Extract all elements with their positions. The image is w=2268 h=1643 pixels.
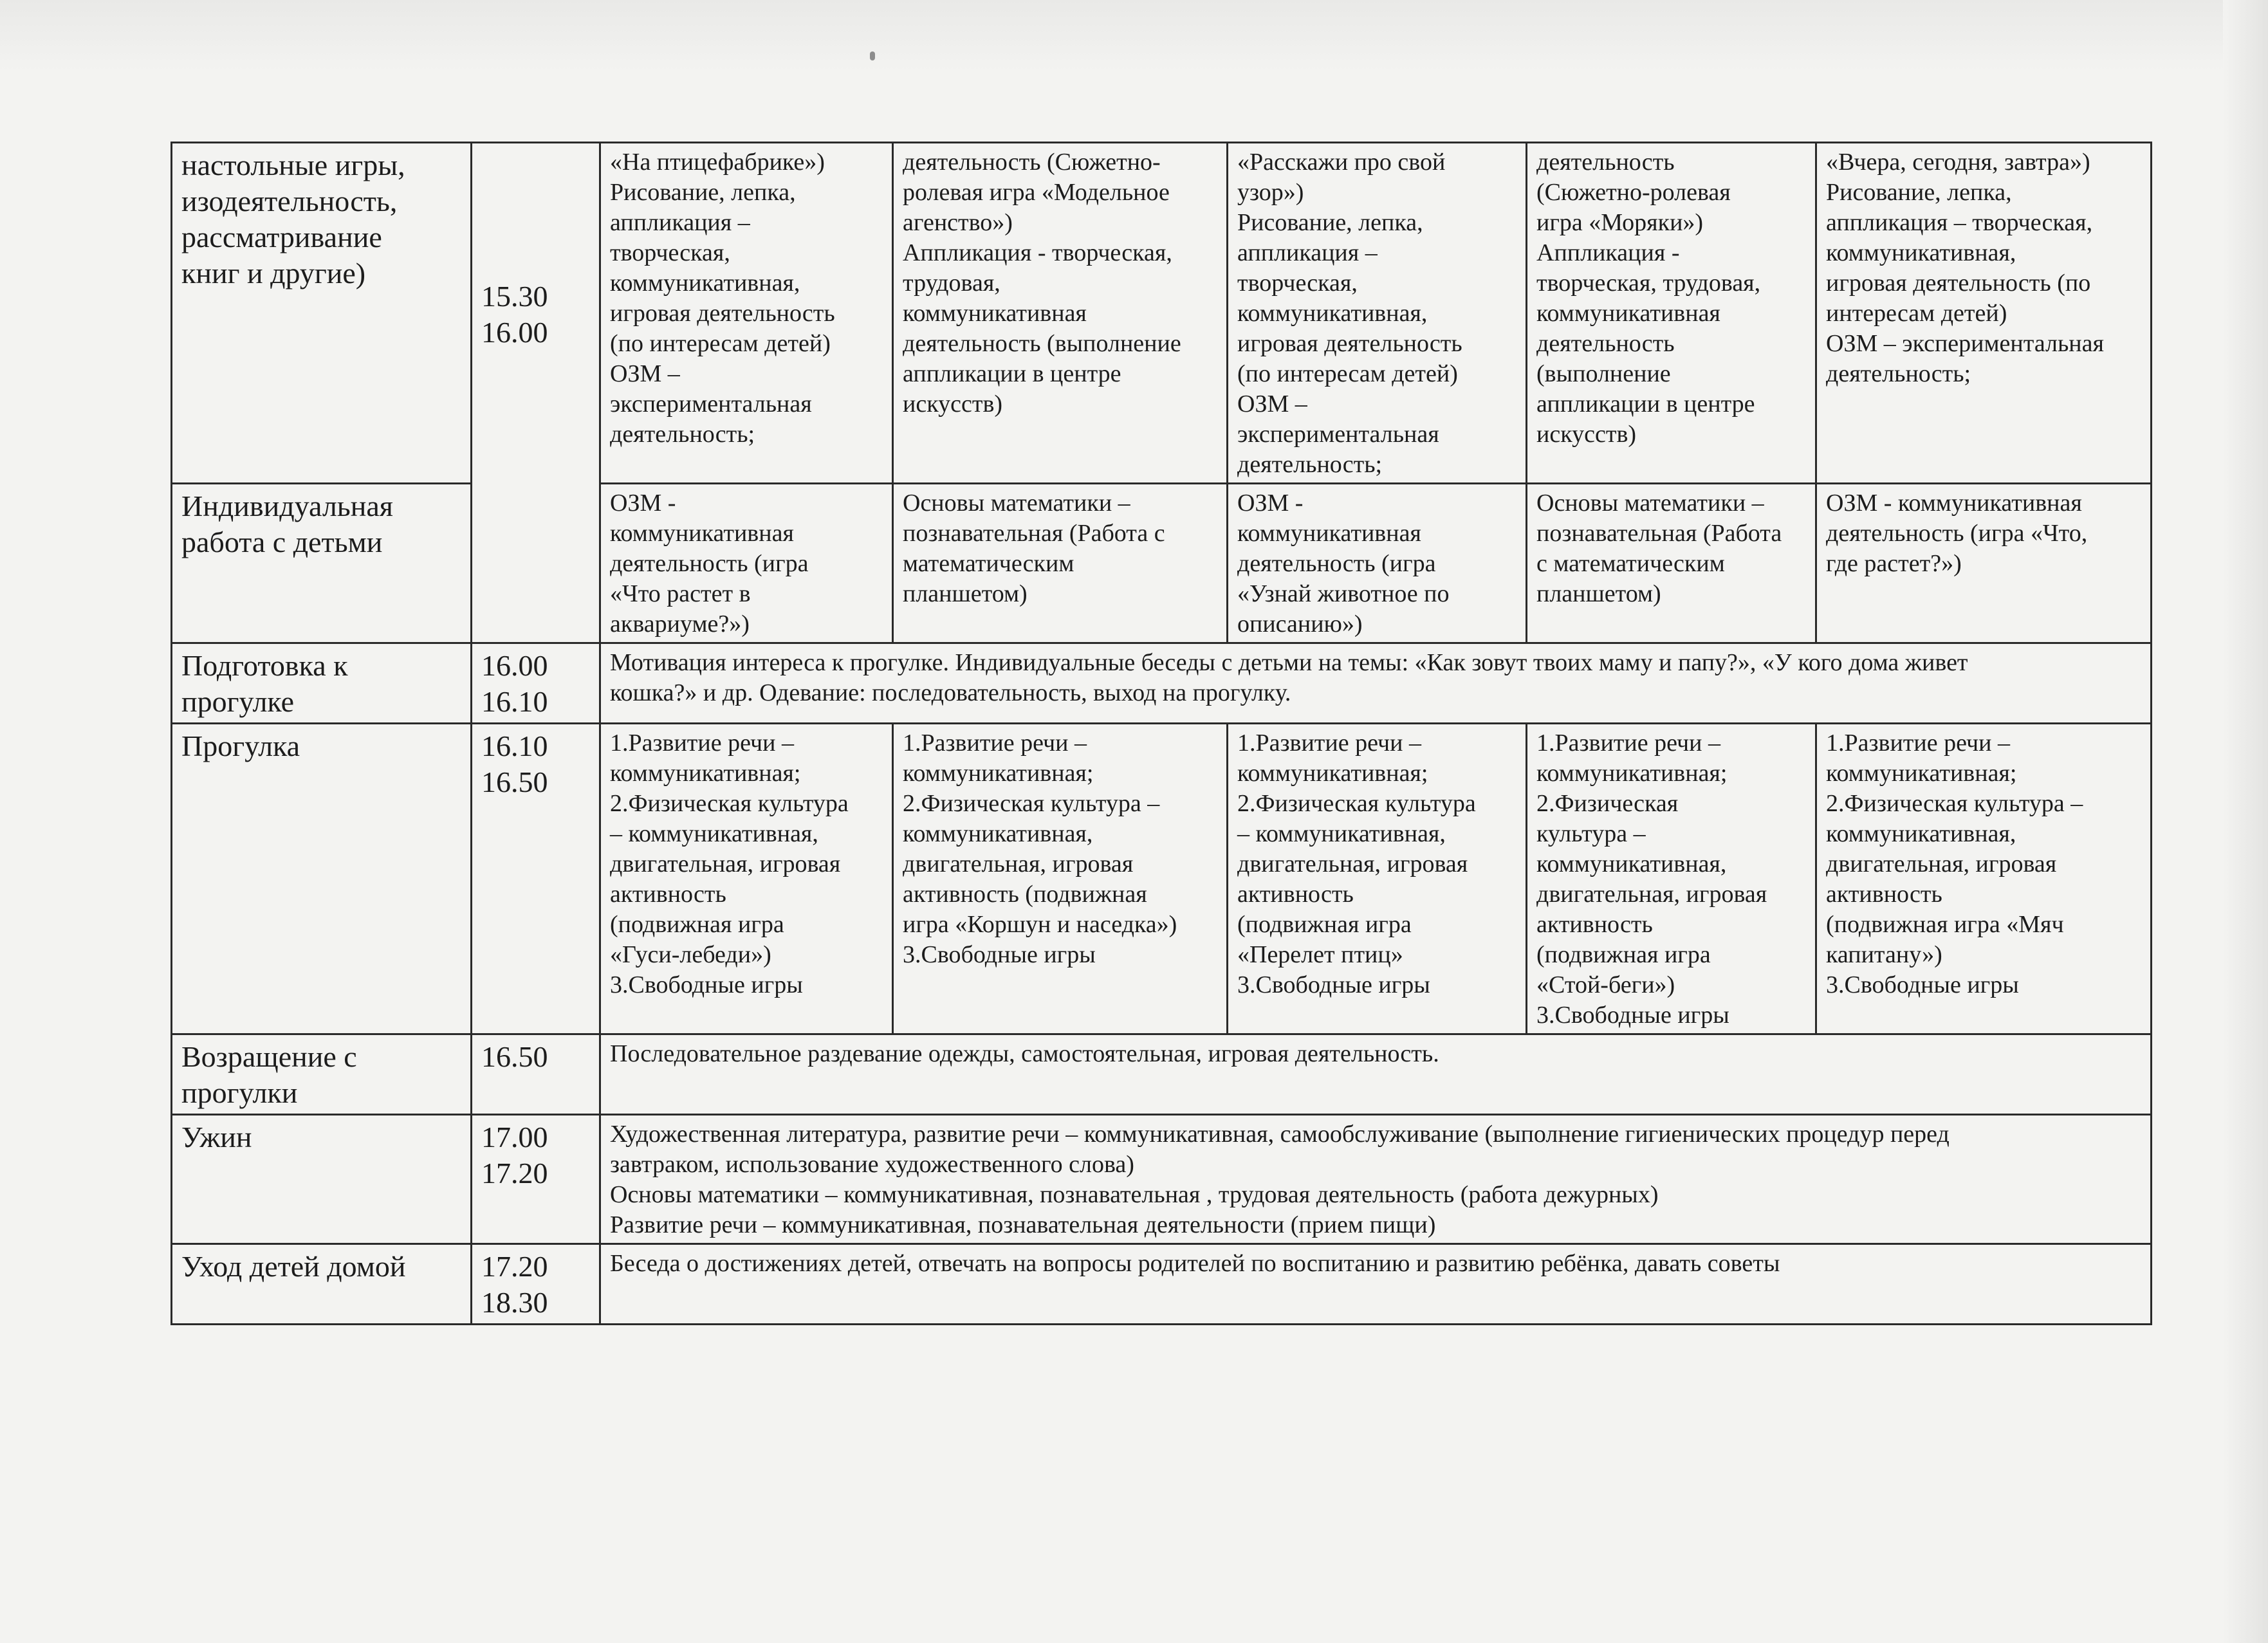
day-cell: 1.Развитие речи – коммуникативная; 2.Физическая культура – коммуникативная, двигательная, игровая активность (подвижная игра «Коршун и наседка») 3.Свободные игры: [893, 724, 1228, 1034]
table-row: [172, 484, 2152, 643]
day-cell: ОЗМ - коммуникативная деятельность (игра «Что, где растет?»): [1816, 484, 2152, 643]
day-cell: Основы математики – познавательная (Работа с математическим планшетом): [1527, 484, 1816, 643]
table-row: [172, 1115, 2152, 1244]
table-row: [172, 1034, 2152, 1115]
table-row: [172, 143, 2152, 484]
time-cell: 17.00 17.20: [472, 1115, 600, 1244]
table-row: [172, 643, 2152, 724]
time-cell: 17.20 18.30: [472, 1244, 600, 1325]
day-cell: Основы математики – познавательная (Работа с математическим планшетом): [893, 484, 1228, 643]
day-cell: 1.Развитие речи – коммуникативная; 2.Физическая культура – коммуникативная, двигательная, игровая активность (подвижная игра «Гуси-лебеди») 3.Свободные игры: [600, 724, 893, 1034]
activity-label: Индивидуальная работа с детьми: [172, 484, 472, 643]
table-row: [172, 1244, 2152, 1325]
activity-label: Возращение с прогулки: [172, 1034, 472, 1115]
activity-label: Прогулка: [172, 724, 472, 1034]
scan-shadow-right: [2223, 0, 2268, 1643]
activity-label: Уход детей домой: [172, 1244, 472, 1325]
time-cell: 15.30 16.00: [472, 143, 600, 643]
day-cell: «На птицефабрике») Рисование, лепка, аппликация – творческая, коммуникативная, игровая деятельность (по интересам детей) ОЗМ – экспериментальная деятельность;: [600, 143, 893, 484]
day-cell: «Расскажи про свой узор») Рисование, лепка, аппликация – творческая, коммуникативная, игровая деятельность (по интересам детей) ОЗМ – экспериментальная деятельность;: [1228, 143, 1527, 484]
activity-label: Ужин: [172, 1115, 472, 1244]
day-cell: 1.Развитие речи – коммуникативная; 2.Физическая культура – коммуникативная, двигательная, игровая активность (подвижная игра «Мяч капитану») 3.Свободные игры: [1816, 724, 2152, 1034]
time-cell: 16.00 16.10: [472, 643, 600, 724]
time-cell: 16.10 16.50: [472, 724, 600, 1034]
merged-cell: Беседа о достижениях детей, отвечать на вопросы родителей по воспитанию и развитию ребёнка, давать советы: [600, 1244, 2152, 1325]
merged-cell: Мотивация интереса к прогулке. Индивидуальные беседы с детьми на темы: «Как зовут твоих маму и папу?», «У кого дома живет кошка?» и др. Одевание: последовательность, выход на прогулку.: [600, 643, 2152, 724]
merged-cell: Художественная литература, развитие речи – коммуникативная, самообслуживание (выполнение гигиенических процедур перед завтраком, использование художественного слова) Основы математики – коммуникативная, познавательная , трудовая деятельность (работа дежурных) Развитие речи – коммуникативная, познавательная деятельности (прием пищи): [600, 1115, 2152, 1244]
scan-speck: [870, 51, 875, 60]
time-cell: 16.50: [472, 1034, 600, 1115]
day-cell: 1.Развитие речи – коммуникативная; 2.Физическая культура – коммуникативная, двигательная, игровая активность (подвижная игра «Стой-беги») 3.Свободные игры: [1527, 724, 1816, 1034]
table-row: [172, 724, 2152, 1034]
day-cell: деятельность (Сюжетно-ролевая игра «Моряки») Аппликация - творческая, трудовая, коммуникативная деятельность (выполнение аппликации в центре искусств): [1527, 143, 1816, 484]
day-cell: деятельность (Сюжетно- ролевая игра «Модельное агенство») Аппликация - творческая, трудовая, коммуникативная деятельность (выполнение аппликации в центре искусств): [893, 143, 1228, 484]
merged-cell: Последовательное раздевание одежды, самостоятельная, игровая деятельность.: [600, 1034, 2152, 1115]
day-cell: 1.Развитие речи – коммуникативная; 2.Физическая культура – коммуникативная, двигательная, игровая активность (подвижная игра «Перелет птиц» 3.Свободные игры: [1228, 724, 1527, 1034]
activity-label: настольные игры, изодеятельность, рассматривание книг и другие): [172, 143, 472, 484]
day-cell: ОЗМ - коммуникативная деятельность (игра «Узнай животное по описанию»): [1228, 484, 1527, 643]
daily-schedule-table: [171, 142, 2152, 1325]
activity-label: Подготовка к прогулке: [172, 643, 472, 724]
scan-shadow-top: [0, 0, 2268, 71]
day-cell: «Вчера, сегодня, завтра») Рисование, лепка, аппликация – творческая, коммуникативная, игровая деятельность (по интересам детей) ОЗМ – экспериментальная деятельность;: [1816, 143, 2152, 484]
day-cell: ОЗМ - коммуникативная деятельность (игра «Что растет в аквариуме?»): [600, 484, 893, 643]
